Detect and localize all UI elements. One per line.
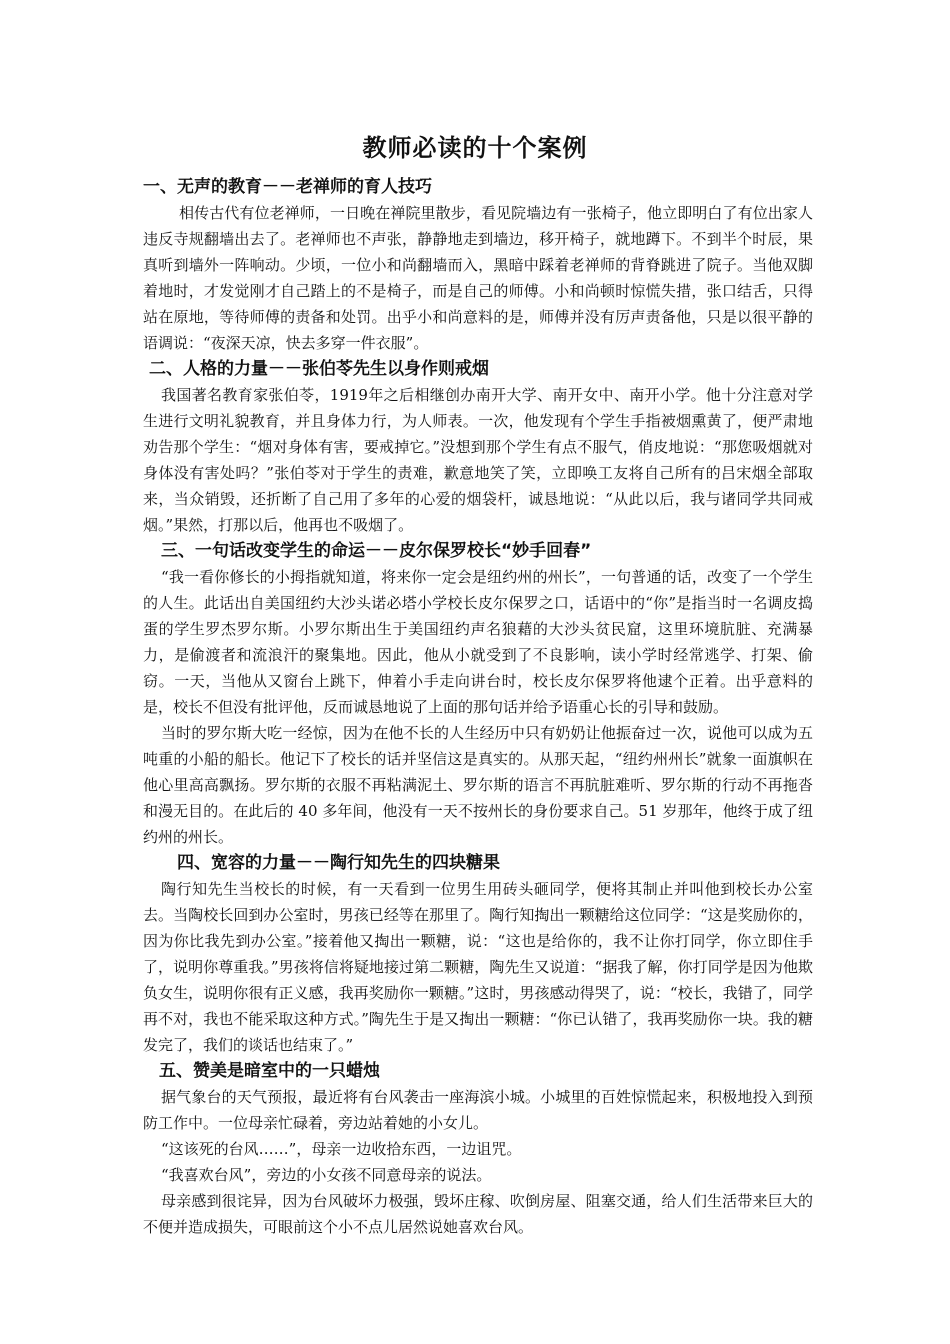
section-heading-3: 三、一句话改变学生的命运－－皮尔保罗校长“妙手回春” bbox=[161, 541, 592, 561]
section-5-paragraph-4: 母亲感到很诧异，因为台风破坏力极强，毁坏庄稼、吹倒房屋、阻塞交通，给人们生活带来巨大的不便并造成损失，可眼前这个小不点儿居然说她喜欢台风。 bbox=[143, 1192, 813, 1236]
section-heading-2: 二、人格的力量－－张伯苓先生以身作则戒烟 bbox=[149, 359, 489, 379]
section-3-paragraph-2: 当时的罗尔斯大吃一经惊，因为在他不长的人生经历中只有奶奶让他振奋过一次，说他可以成为五吨重的小船的船长。他记下了校长的话并坚信这是真实的。从那天起，“纽约州州长”就象一面旗帜在他心里高高飘扬。罗尔斯的衣服不再粘满泥土、罗尔斯的语言不再肮脏难听、罗尔斯的行动不再拖沓和漫无目的。在此后的 40 多年间，他没有一天不按州长的身份要求自己。51 岁那年，他终于成了纽约州的州长。 bbox=[143, 724, 813, 846]
section-heading-4: 四、宽容的力量－－陶行知先生的四块糖果 bbox=[177, 853, 500, 873]
section-2-paragraph: 我国著名教育家张伯苓，1919年之后相继创办南开大学、南开女中、南开小学。他十分注意对学生进行文明礼貌教育，并且身体力行，为人师表。一次，他发现有个学生手指被烟熏黄了，便严肃地劝告那个学生：“烟对身体有害，要戒掉它。”没想到那个学生有点不服气，俏皮地说：“那您吸烟就对身体没有害处吗？”张伯苓对于学生的责难，歉意地笑了笑，立即唤工友将自己所有的吕宋烟全部取来，当众销毁，还折断了自己用了多年的心爱的烟袋杆，诚恳地说：“从此以后，我与诸同学共同戒烟。”果然，打那以后，他再也不吸烟了。 bbox=[143, 386, 813, 534]
section-1-paragraph: 相传古代有位老禅师，一日晚在禅院里散步，看见院墙边有一张椅子，他立即明白了有位出家人违反寺规翻墙出去了。老禅师也不声张，静静地走到墙边，移开椅子，就地蹲下。不到半个时辰，果真听到墙外一阵响动。少顷，一位小和尚翻墙而入，黑暗中踩着老禅师的背脊跳进了院子。当他双脚着地时，才发觉刚才自己踏上的不是椅子，而是自己的师傅。小和尚顿时惊慌失措，张口结舌，只得站在原地，等待师傅的责备和处罚。出乎小和尚意料的是，师傅并没有厉声责备他，只是以很平静的语调说：“夜深天凉，快去多穿一件衣服”。 bbox=[143, 204, 813, 352]
section-4-paragraph: 陶行知先生当校长的时候，有一天看到一位男生用砖头砸同学，便将其制止并叫他到校长办公室去。当陶校长回到办公室时，男孩已经等在那里了。陶行知掏出一颗糖给这位同学：“这是奖励你的，因为你比我先到办公室。”接着他又掏出一颗糖，说：“这也是给你的，我不让你打同学，你立即住手了，说明你尊重我。”男孩将信将疑地接过第二颗糖，陶先生又说道：“据我了解，你打同学是因为他欺负女生，说明你很有正义感，我再奖励你一颗糖。”这时，男孩感动得哭了，说：“校长，我错了，同学再不对，我也不能采取这种方式。”陶先生于是又掏出一颗糖：“你已认错了，我再奖励你一块。我的糖发完了，我们的谈话也结束了。” bbox=[143, 880, 813, 1054]
section-3-paragraph-1: “我一看你修长的小拇指就知道，将来你一定会是纽约州的州长”，一句普通的话，改变了一个学生的人生。此话出自美国纽约大沙头诺必塔小学校长皮尔保罗之口，话语中的“你”是指当时一名调皮捣蛋的学生罗杰罗尔斯。小罗尔斯出生于美国纽约声名狼藉的大沙头贫民窟，这里环境肮脏、充满暴力，是偷渡者和流浪汗的聚集地。因此，他从小就受到了不良影响，读小学时经常逃学、打架、偷窃。一天，当他从又窗台上跳下，伸着小手走向讲台时，校长皮尔保罗将他逮个正着。出乎意料的是，校长不但没有批评他，反而诚恳地说了上面的那句话并给予语重心长的引导和鼓励。 bbox=[143, 568, 813, 716]
section-5-paragraph-2: “这该死的台风……”，母亲一边收拾东西，一边诅咒。 bbox=[161, 1140, 522, 1158]
section-5-paragraph-3: “我喜欢台风”，旁边的小女孩不同意母亲的说法。 bbox=[161, 1166, 492, 1184]
document-body bbox=[143, 174, 813, 1240]
section-heading-5: 五、赞美是暗室中的一只蜡烛 bbox=[159, 1061, 380, 1081]
section-5-paragraph-1: 据气象台的天气预报，最近将有台风袭击一座海滨小城。小城里的百姓惊慌起来，积极地投入到预防工作中。一位母亲忙碌着，旁边站着她的小女儿。 bbox=[143, 1088, 813, 1132]
section-heading-1: 一、无声的教育－－老禅师的育人技巧 bbox=[143, 177, 432, 197]
document-title: 教师必读的十个案例 bbox=[362, 134, 588, 162]
